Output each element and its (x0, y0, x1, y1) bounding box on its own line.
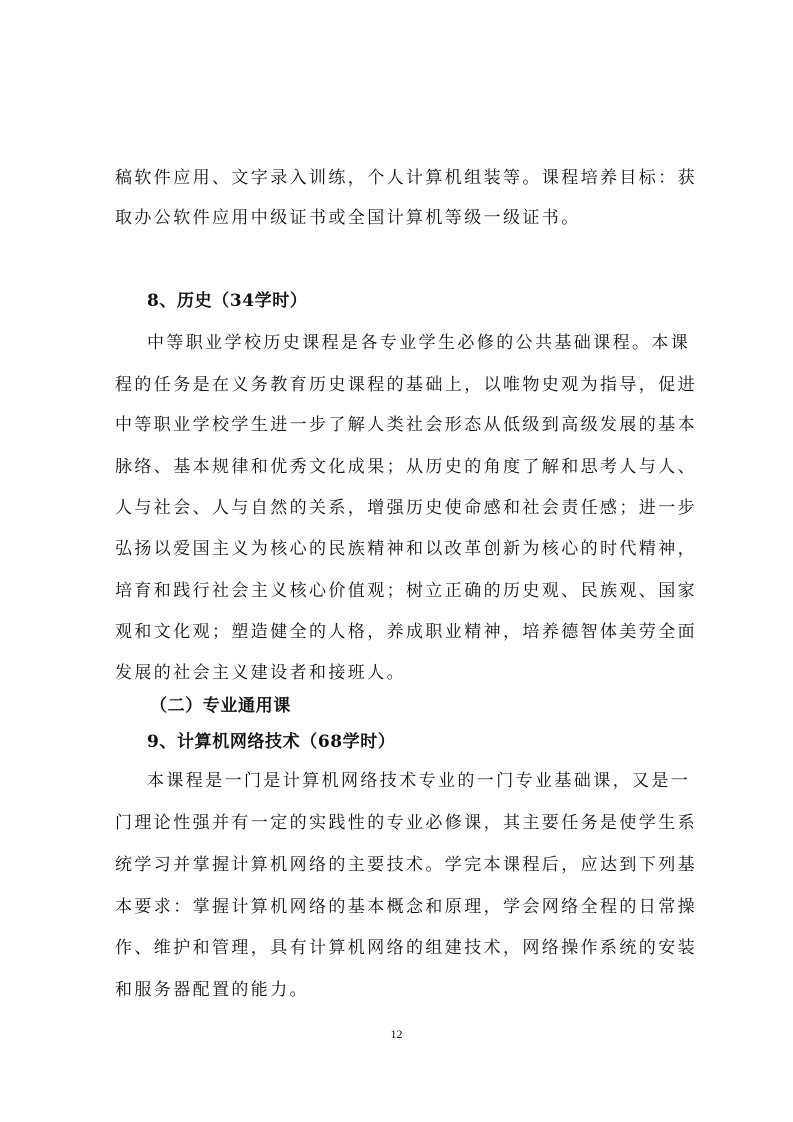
text-line: 统学习并掌握计算机网络的主要技术。学完本课程后，应达到下列基 (115, 855, 697, 875)
text-line: 门理论性强并有一定的实践性的专业必修课，其主要任务是使学生系 (115, 813, 697, 833)
section-heading-history: 8、历史（34学时） (147, 291, 308, 311)
text-line: 取办公软件应用中级证书或全国计算机等级一级证书。 (115, 208, 581, 228)
text-line: 发展的社会主义建设者和接班人。 (115, 663, 406, 683)
text-line: 中等职业学校历史课程是各专业学生必修的公共基础课程。本课 (147, 333, 691, 353)
text-line: 培育和践行社会主义核心价值观；树立正确的历史观、民族观、国家 (115, 581, 697, 601)
text-line: 中等职业学校学生进一步了解人类社会形态从低级到高级发展的基本 (115, 415, 697, 435)
text-line: 弘扬以爱国主义为核心的民族精神和以改革创新为核心的时代精神， (115, 539, 697, 559)
text-line: 脉络、基本规律和优秀文化成果；从历史的角度了解和思考人与人、 (115, 457, 697, 477)
section-heading-network: 9、计算机网络技术（68学时） (147, 732, 396, 752)
part-heading-professional-courses: （二）专业通用课 (150, 696, 291, 716)
text-line: 人与社会、人与自然的关系，增强历史使命感和社会责任感；进一步 (115, 498, 697, 518)
text-line: 程的任务是在义务教育历史课程的基础上，以唯物史观为指导，促进 (115, 375, 697, 395)
text-line: 和服务器配置的能力。 (115, 980, 309, 1000)
text-line: 作、维护和管理，具有计算机网络的组建技术，网络操作系统的安装 (115, 938, 697, 958)
text-line: 稿软件应用、文字录入训练，个人计算机组装等。课程培养目标：获 (115, 168, 697, 188)
text-line: 观和文化观；塑造健全的人格，养成职业精神，培养德智体美劳全面 (115, 622, 697, 642)
page-number: 12 (390, 1027, 403, 1041)
text-line: 本要求：掌握计算机网络的基本概念和原理，学会网络全程的日常操 (115, 897, 697, 917)
text-line: 本课程是一门是计算机网络技术专业的一门专业基础课，又是一 (147, 771, 691, 791)
